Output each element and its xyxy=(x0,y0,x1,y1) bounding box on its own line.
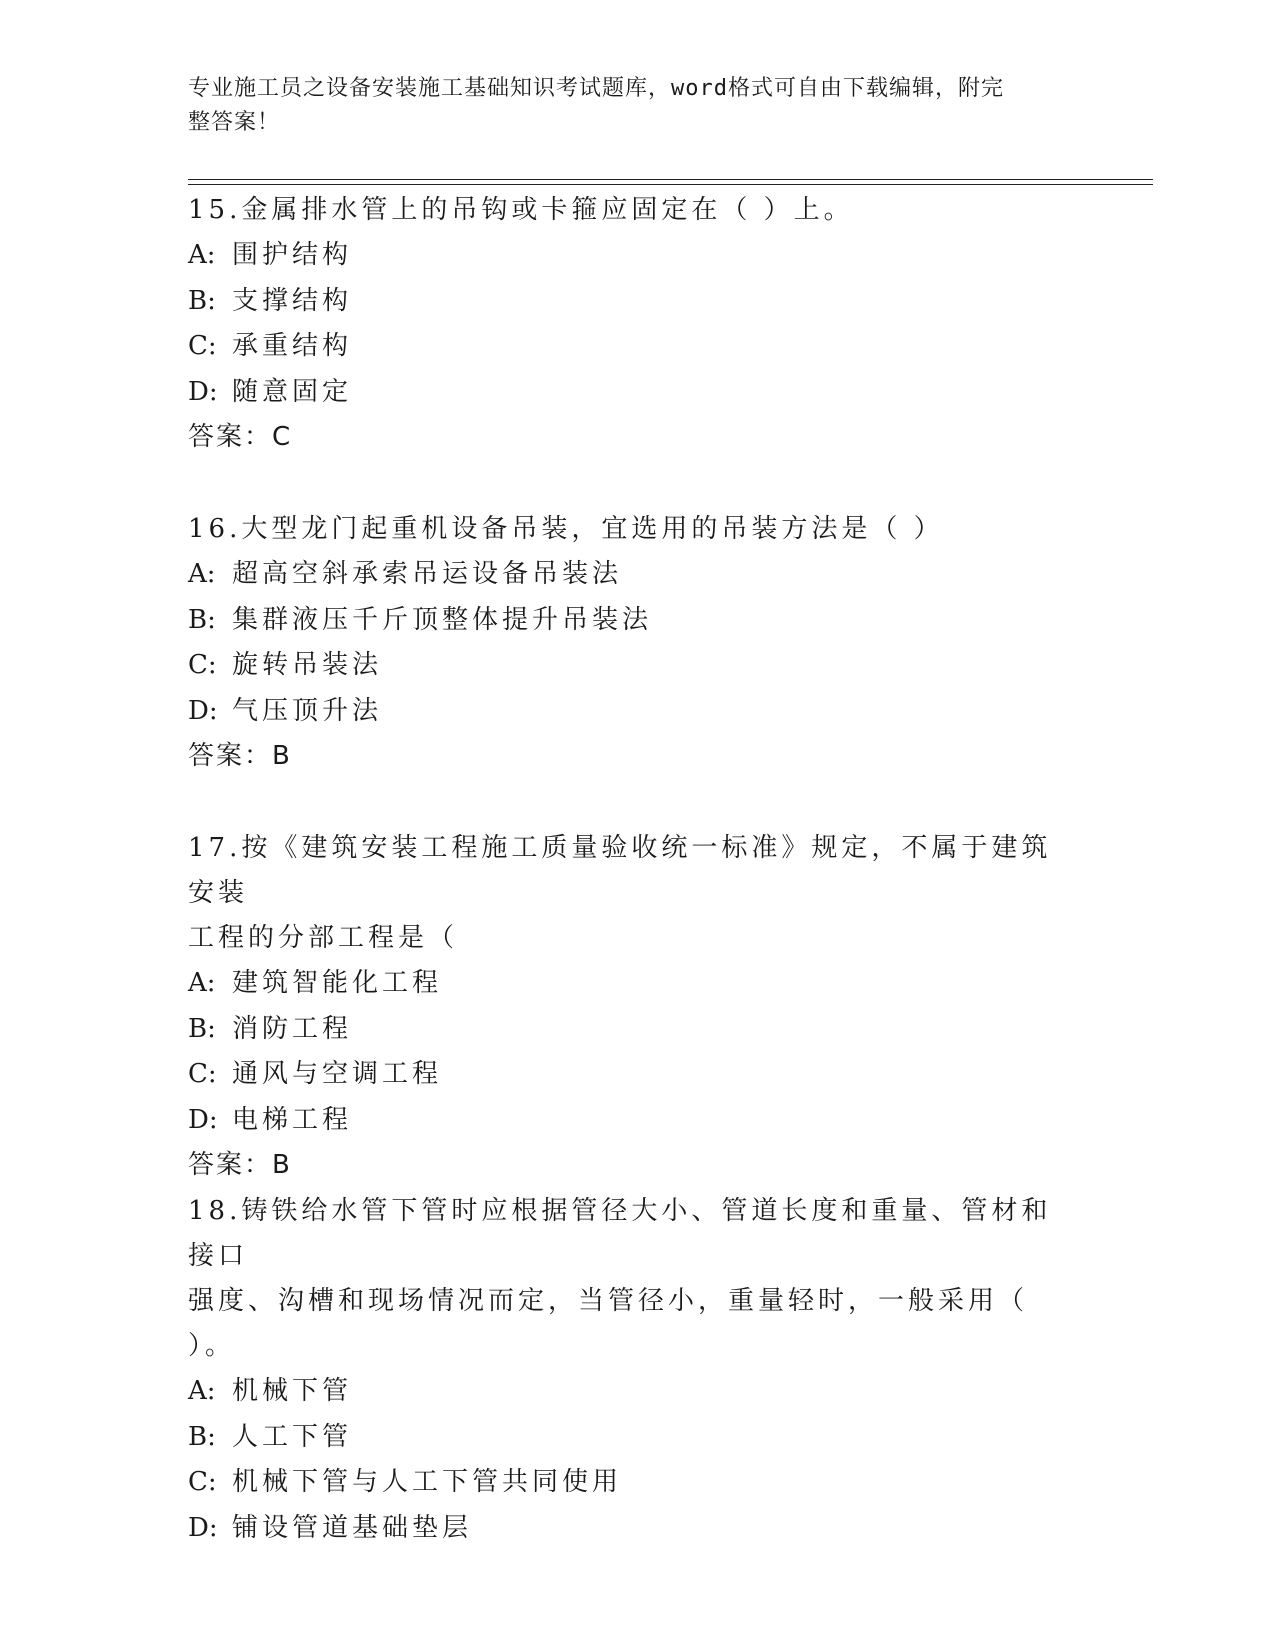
option-d xyxy=(188,1506,1078,1552)
option-text: 机械下管与人工下管共同使用 xyxy=(232,1467,623,1497)
question-text-line-1: 17.按《建筑安装工程施工质量验收统一标准》规定，不属于建筑安装 xyxy=(188,833,1052,908)
option-text: 建筑智能化工程 xyxy=(232,968,443,998)
option-letter: D: xyxy=(188,695,218,726)
option-b xyxy=(188,1415,1078,1461)
option-text: 围护结构 xyxy=(232,240,353,270)
option-text: 通风与空调工程 xyxy=(232,1059,443,1089)
question-text: 15.金属排水管上的吊钩或卡箍应固定在（ ）上。 xyxy=(188,195,854,225)
question-text-line-1: 18.铸铁给水管下管时应根据管径大小、管道长度和重量、管材和接口 xyxy=(188,1196,1052,1271)
option-text: 支撑结构 xyxy=(232,285,353,316)
header-line-2: 整答案！ xyxy=(188,110,281,135)
option-c xyxy=(188,324,1078,370)
option-text: 气压顶升法 xyxy=(232,695,383,726)
option-c xyxy=(188,1460,1078,1506)
option-c xyxy=(188,643,1078,689)
option-d xyxy=(188,370,1078,416)
question-18 xyxy=(188,1189,1078,1551)
option-text: 电梯工程 xyxy=(232,1104,353,1135)
answer-line: 答案：B xyxy=(188,1150,292,1180)
header-line-1: 专业施工员之设备安装施工基础知识考试题库，word格式可自由下载编辑，附完 xyxy=(188,76,1004,101)
option-letter: D: xyxy=(188,1512,218,1543)
option-text: 人工下管 xyxy=(232,1421,353,1452)
option-text: 机械下管 xyxy=(232,1376,353,1406)
option-a xyxy=(188,233,1078,279)
option-letter: A: xyxy=(188,240,216,270)
option-d xyxy=(188,1098,1078,1144)
option-letter: B: xyxy=(188,285,216,316)
option-text: 旋转吊装法 xyxy=(232,650,383,680)
option-letter: B: xyxy=(188,604,216,635)
header-divider-bottom xyxy=(188,184,1153,185)
question-text-line-2: 工程的分部工程是（ xyxy=(188,923,459,953)
option-letter: A: xyxy=(188,968,216,998)
option-letter: D: xyxy=(188,1104,218,1135)
option-b xyxy=(188,598,1078,644)
option-b xyxy=(188,1007,1078,1053)
option-letter: C: xyxy=(188,1059,217,1089)
question-17 xyxy=(188,826,1078,1188)
answer-line: 答案：C xyxy=(188,422,293,452)
option-letter: D: xyxy=(188,376,218,407)
option-a xyxy=(188,552,1078,598)
option-letter: A: xyxy=(188,1376,216,1406)
option-a xyxy=(188,961,1078,1007)
option-letter: A: xyxy=(188,559,216,589)
option-text: 集群液压千斤顶整体提升吊装法 xyxy=(232,604,653,635)
option-a xyxy=(188,1369,1078,1415)
option-letter: C: xyxy=(188,1467,217,1497)
option-text: 消防工程 xyxy=(232,1013,353,1044)
option-text: 铺设管道基础垫层 xyxy=(232,1512,473,1543)
option-text: 超高空斜承索吊运设备吊装法 xyxy=(232,559,623,589)
header-divider-top xyxy=(188,179,1153,180)
option-d xyxy=(188,689,1078,735)
option-b xyxy=(188,279,1078,325)
question-15 xyxy=(188,188,1078,460)
question-text: 16.大型龙门起重机设备吊装，宜选用的吊装方法是（ ） xyxy=(188,514,944,544)
answer-line: 答案：B xyxy=(188,741,292,771)
document-header xyxy=(188,72,1068,140)
option-text: 承重结构 xyxy=(232,331,353,361)
option-letter: B: xyxy=(188,1421,216,1452)
option-letter: C: xyxy=(188,331,217,361)
question-text-line-2: 强度、沟槽和现场情况而定，当管径小，重量轻时，一般采用（ ）。 xyxy=(188,1286,1029,1361)
option-text: 随意固定 xyxy=(232,376,353,407)
option-c xyxy=(188,1052,1078,1098)
option-letter: B: xyxy=(188,1013,216,1044)
question-16 xyxy=(188,507,1078,779)
option-letter: C: xyxy=(188,650,217,680)
